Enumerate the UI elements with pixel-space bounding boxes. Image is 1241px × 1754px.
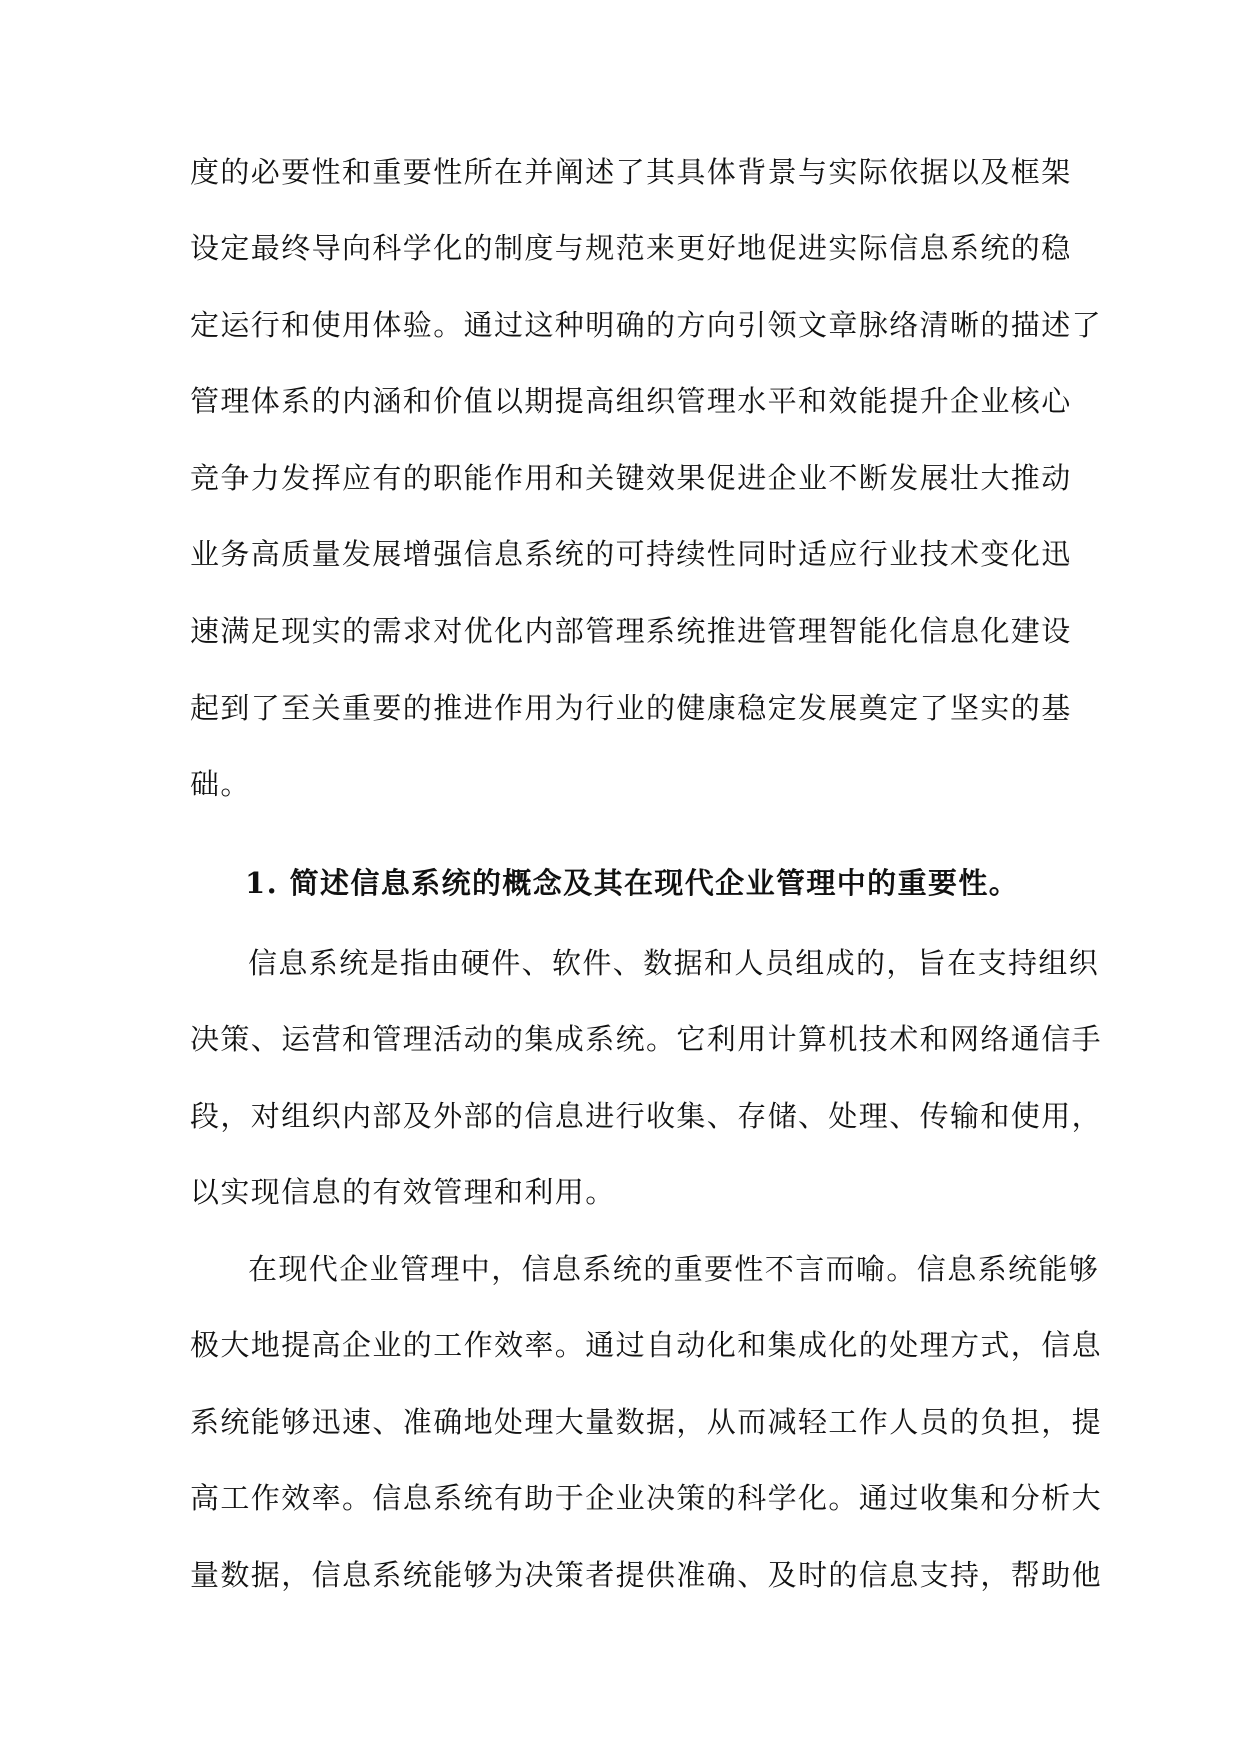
- text-line: 起到了至关重要的推进作用为行业的健康稳定发展奠定了坚实的基: [190, 691, 1072, 725]
- text-line: 速满足现实的需求对优化内部管理系统推进管理智能化信息化建设: [190, 614, 1072, 648]
- section-heading: 1. 简述信息系统的概念及其在现代企业管理中的重要性。: [245, 866, 1020, 900]
- text-line: 管理体系的内涵和价值以期提高组织管理水平和效能提升企业核心: [190, 384, 1072, 418]
- text-line: 高工作效率。信息系统有助于企业决策的科学化。通过收集和分析大: [190, 1481, 1103, 1515]
- text-line: 系统能够迅速、准确地处理大量数据，从而减轻工作人员的负担，提: [190, 1405, 1103, 1439]
- text-line: 度的必要性和重要性所在并阐述了其具体背景与实际依据以及框架: [190, 155, 1072, 189]
- text-line: 段，对组织内部及外部的信息进行收集、存储、处理、传输和使用，: [190, 1099, 1103, 1133]
- text-line: 以实现信息的有效管理和利用。: [190, 1175, 616, 1209]
- text-line: 极大地提高企业的工作效率。通过自动化和集成化的处理方式，信息: [190, 1328, 1103, 1362]
- text-line: 业务高质量发展增强信息系统的可持续性同时适应行业技术变化迅: [190, 537, 1072, 571]
- text-line: 信息系统是指由硬件、软件、数据和人员组成的，旨在支持组织: [248, 946, 1100, 980]
- text-line: 在现代企业管理中，信息系统的重要性不言而喻。信息系统能够: [248, 1252, 1100, 1286]
- text-line: 决策、运营和管理活动的集成系统。它利用计算机技术和网络通信手: [190, 1022, 1103, 1056]
- text-line: 础。: [190, 767, 251, 801]
- text-line: 量数据，信息系统能够为决策者提供准确、及时的信息支持，帮助他: [190, 1558, 1103, 1592]
- text-line: 竞争力发挥应有的职能作用和关键效果促进企业不断发展壮大推动: [190, 461, 1072, 495]
- text-line: 设定最终导向科学化的制度与规范来更好地促进实际信息系统的稳: [190, 231, 1072, 265]
- text-line: 定运行和使用体验。通过这种明确的方向引领文章脉络清晰的描述了: [190, 308, 1103, 342]
